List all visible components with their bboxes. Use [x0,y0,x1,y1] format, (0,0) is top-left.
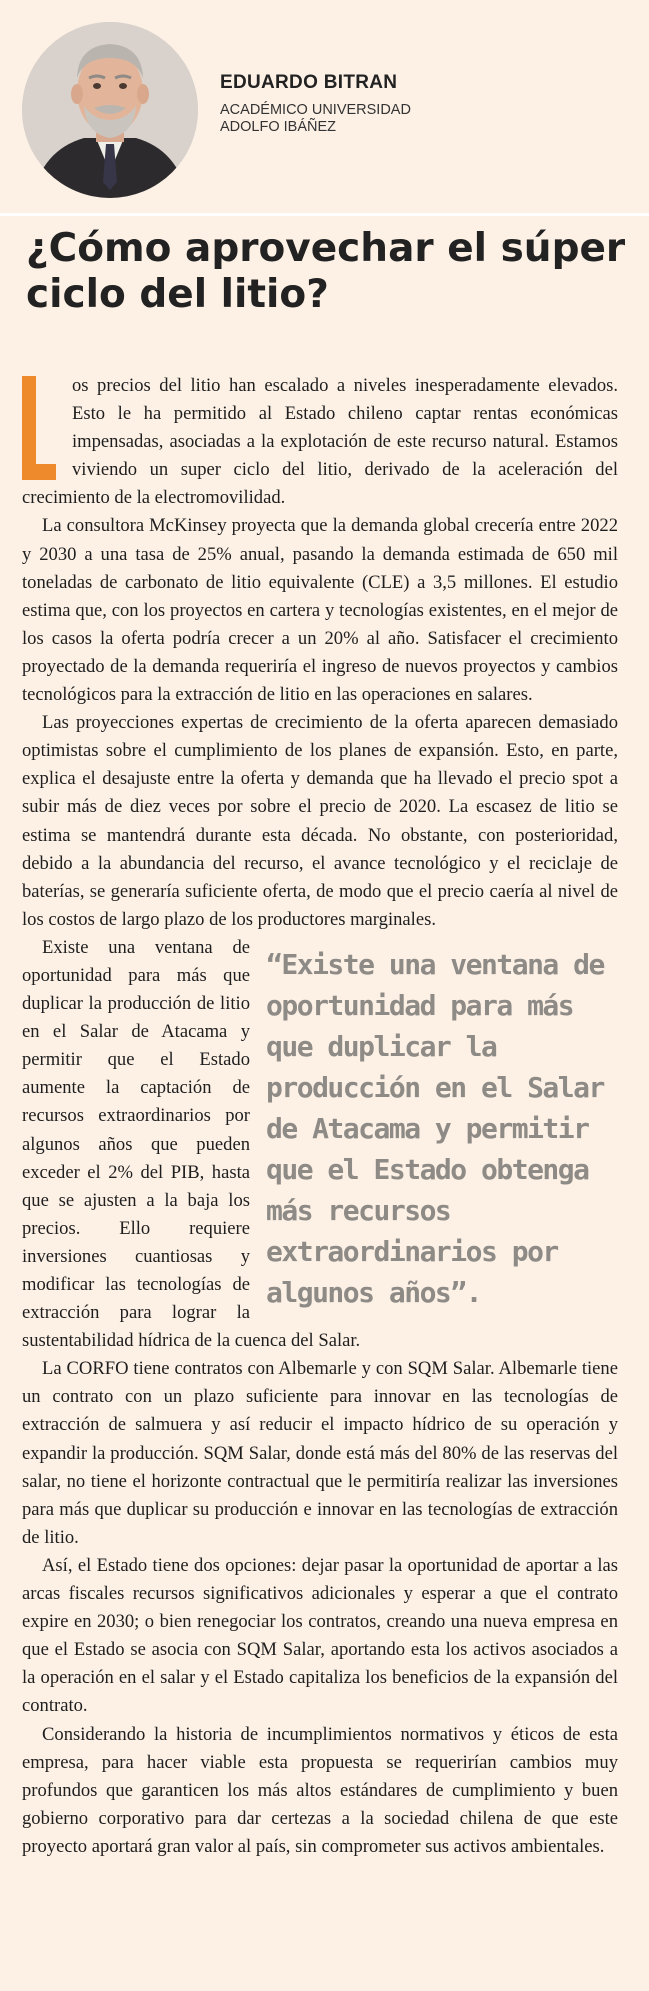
paragraph-3: Las proyecciones expertas de crecimiento de la oferta aparecen demasiado optimistas sobre el cumplimiento de los planes de expansión. Esto, en parte, explica el desajuste entre la oferta y demanda que ha llevado el precio spot a subir más de diez veces por sobre el precio de 2020. La escasez de litio se estima se mantendrá durante esta década. No obstante, con posterioridad, debido a la abundancia del recurso, el avance tecnológico y el reciclaje de baterías, se generaría suficiente oferta, de modo que el precio caería al nivel de los costos de largo plazo de los productores marginales. [22,712,618,930]
paragraph-7: Considerando la historia de incumplimientos normativos y éticos de esta empresa, para hacer viable esta propuesta se requerirían cambios muy profundos que garanticen los más altos estándares de cumplimiento y buen gobierno corporativo para dar certezas a la sociedad chilena de que este proyecto aportará gran valor al país, sin comprometer sus activos ambientales. [22,1723,618,1857]
dropcap-l-icon [20,376,56,480]
paragraph-1 [22,372,618,512]
author-block [0,0,649,215]
pull-quote: “Existe una ventana de oportunidad para más que duplicar la producción en el Salar de Atacama y permitir que el Estado obtenga más recursos extraordinarios por algunos años”. [266,947,604,1309]
author-role: ACADÉMICO UNIVERSIDAD ADOLFO IBÁÑEZ [220,102,411,135]
portrait-illustration [22,22,198,198]
section-divider [0,213,649,216]
author-photo [22,22,198,198]
headline: ¿Cómo aprovechar el súper ciclo del litio? [26,226,626,317]
paragraph-5: La CORFO tiene contratos con Albemarle y con SQM Salar. Albemarle tiene un contrato con un plazo suficiente para innovar en las tecnologías de extracción de salmuera y así reducir el impacto hídrico de su operación y expandir la producción. SQM Salar, donde está más del 80% de las reservas del salar, no tiene el horizonte contractual que le permitiría realizar las inversiones para más que duplicar su producción e innovar en las tecnologías de extracción de litio. [22,1358,618,1548]
paragraph-4: Existe una ventana de oportunidad para más que duplicar la producción de litio en el Salar de Atacama y permitir que el Estado aumente la captación de recursos extraordinarios por algunos años que pueden exceder el 2% del PIB, hasta que se ajusten a la baja los precios. Ello requiere inversiones cuantiosas y modificar las tecnologías de extracción para lograr la sustentabilidad hídrica de la cuenca del Salar. [22,936,361,1352]
author-name: EDUARDO BITRAN [220,72,398,93]
paragraph-6: Así, el Estado tiene dos opciones: dejar pasar la oportunidad de aportar a las arcas fiscales recursos significativos adicionales y esperar a que el contrato expire en 2030; o bien renegociar los contratos, creando una nueva empresa en que el Estado se asocia con SQM Salar, aportando esta los activos asociados a la operación en el salar y el Estado capitaliza los beneficios de la expansión del contrato. [22,1554,618,1717]
paragraph-1-text: os precios del litio han escalado a niveles inesperadamente elevados. Esto le ha permitido al Estado chileno captar rentas económicas impensadas, asociadas a la explotación de este recurso natural. Estamos viviendo un super ciclo del litio, derivado de la aceleración del crecimiento de la electromovilidad. [22,375,618,509]
article-body [22,372,618,1861]
paragraph-2: La consultora McKinsey proyecta que la demanda global crecería entre 2022 y 2030 a una tasa de 25% anual, pasando la demanda estimada de 650 mil toneladas de carbonato de litio equivalente (CLE) a 3,5 millones. El estudio estima que, con los proyectos en cartera y tecnologías existentes, en el mejor de los casos la oferta podría crecer a un 20% al año. Satisfacer el crecimiento proyectado de la demanda requeriría el ingreso de nuevos proyectos y cambios tecnológicos para la extracción de litio en las operaciones en salares. [22,515,618,706]
